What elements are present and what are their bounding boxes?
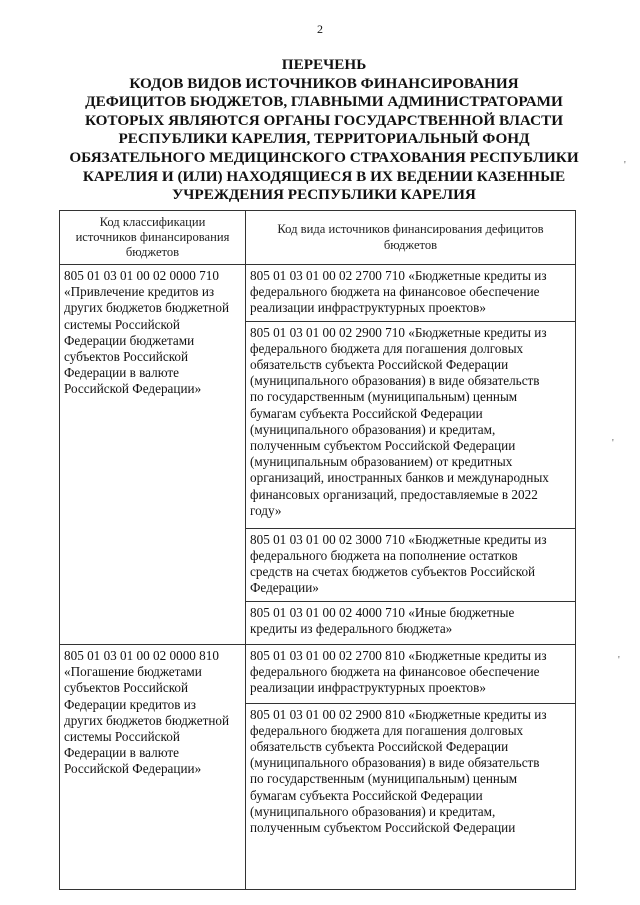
kind-codes-cell — [246, 645, 576, 890]
table-header-row — [60, 211, 576, 265]
kind-code-row: 805 01 03 01 00 02 2700 810 «Бюджетные кредиты из федерального бюджета на финансовое обеспечение реализации инфраструктурных проектов» — [246, 645, 575, 703]
title-line: ДЕФИЦИТОВ БЮДЖЕТОВ, ГЛАВНЫМИ АДМИНИСТРАТОРАМИ — [85, 93, 563, 111]
source-code-cell: 805 01 03 01 00 02 0000 810 «Погашение бюджетами субъектов Российской Федерации кредитов из других бюджетов бюджетной системы Российской Федерации в валюте Российской Федерации» — [60, 645, 246, 890]
kind-codes-cell — [246, 265, 576, 645]
source-code-cell: 805 01 03 01 00 02 0000 710 «Привлечение кредитов из других бюджетов бюджетной системы Российской Федерации бюджетами субъектов Российской Федерации в валюте Российской Федерации» — [60, 265, 246, 645]
kind-code-row: 805 01 03 01 00 02 2900 710 «Бюджетные кредиты из федерального бюджета для погашения долговых обязательств субъекта Российской Федерации (муниципального образования) в виде обязательств по государственным (муниципальным) ценным бумагам субъекта Российской Федерации (муниципального образования) и кредитам, полученным субъектом Российской Федерации (муниципальным образованием) от кредитных организаций, иностранных банков и международных финансовых организаций, предоставляемые в 2022 году» — [246, 321, 575, 528]
page-number: 2 — [317, 22, 323, 36]
kind-code-row: 805 01 03 01 00 02 2900 810 «Бюджетные кредиты из федерального бюджета для погашения долговых обязательств субъекта Российской Федерации (муниципального образования) в виде обязательств по государственным (муниципальным) ценным бумагам субъекта Российской Федерации (муниципального образования) и кредитам, полученным субъектом Российской Федерации — [250, 706, 547, 835]
table-group — [60, 645, 576, 890]
document-title — [60, 56, 588, 205]
scan-speck: ' — [624, 160, 626, 171]
title-line: ПЕРЕЧЕНЬ — [281, 56, 367, 73]
title-line: РЕСПУБЛИКИ КАРЕЛИЯ, ТЕРРИТОРИАЛЬНЫЙ ФОНД — [118, 130, 530, 148]
title-line: КОДОВ ВИДОВ ИСТОЧНИКОВ ФИНАНСИРОВАНИЯ — [129, 74, 519, 92]
title-line: ОБЯЗАТЕЛЬНОГО МЕДИЦИНСКОГО СТРАХОВАНИЯ РЕСПУБЛИКИ — [69, 148, 579, 166]
title-line: КОТОРЫХ ЯВЛЯЮТСЯ ОРГАНЫ ГОСУДАРСТВЕННОЙ ВЛАСТИ — [84, 111, 564, 129]
title-line: КАРЕЛИЯ И (ИЛИ) НАХОДЯЩИЕСЯ В ИХ ВЕДЕНИИ КАЗЕННЫЕ — [82, 167, 566, 185]
scan-speck: ' — [612, 438, 614, 449]
kind-code-row: 805 01 03 01 00 02 2700 710 «Бюджетные кредиты из федерального бюджета на финансовое обеспечение реализации инфраструктурных проектов» — [246, 265, 575, 321]
table-group — [60, 265, 576, 645]
codes-table — [59, 210, 576, 890]
header-left: Код классификации источников финансирования бюджетов — [60, 211, 246, 265]
header-right: Код вида источников финансирования дефицитов бюджетов — [246, 211, 576, 265]
title-line: УЧРЕЖДЕНИЯ РЕСПУБЛИКИ КАРЕЛИЯ — [172, 186, 476, 204]
scan-speck: ' — [618, 655, 620, 666]
kind-code-row: 805 01 03 01 00 02 3000 710 «Бюджетные кредиты из федерального бюджета на пополнение остатков средств на счетах бюджетов субъектов Российской Федерации» — [246, 528, 575, 601]
kind-code-row: 805 01 03 01 00 02 4000 710 «Иные бюджетные кредиты из федерального бюджета» — [250, 604, 515, 636]
